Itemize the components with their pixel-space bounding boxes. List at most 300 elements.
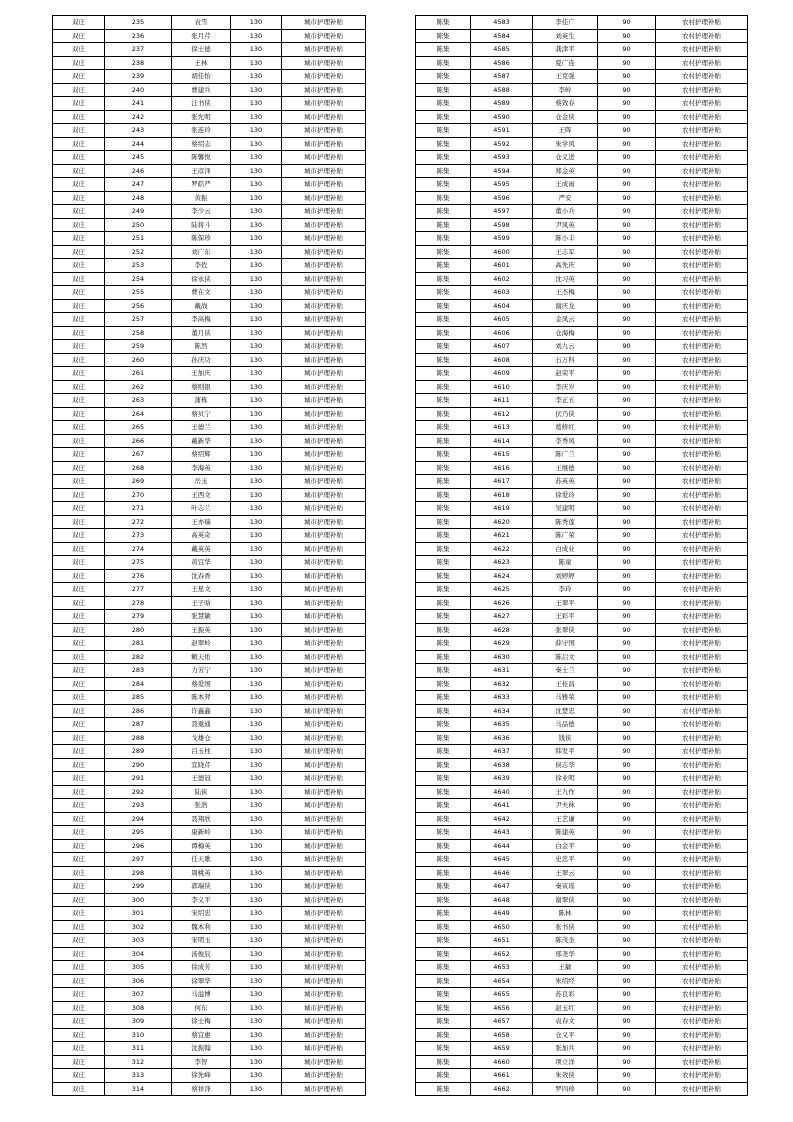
amount-cell: 130	[231, 394, 282, 408]
amount-cell: 130	[231, 97, 282, 111]
town-cell: 双庄	[53, 758, 105, 772]
type-cell: 农村护理补贴	[656, 475, 748, 489]
amount-cell: 90	[598, 502, 656, 516]
amount-cell: 90	[598, 1042, 656, 1056]
town-cell: 陈集	[416, 97, 471, 111]
town-cell: 双庄	[53, 245, 105, 259]
type-cell: 农村护理补贴	[656, 97, 748, 111]
type-cell: 城市护理补贴	[282, 745, 366, 759]
town-cell: 双庄	[53, 380, 105, 394]
type-cell: 农村护理补贴	[656, 718, 748, 732]
table-row	[53, 191, 366, 205]
table-row	[53, 218, 366, 232]
type-cell: 农村护理补贴	[656, 745, 748, 759]
town-cell: 陈集	[416, 1015, 471, 1029]
name-cell: 李岭	[533, 83, 598, 97]
amount-cell: 90	[598, 799, 656, 813]
name-cell: 李少云	[172, 205, 231, 219]
type-cell: 农村护理补贴	[656, 961, 748, 975]
serial-cell: 4661	[471, 1069, 533, 1083]
town-cell: 陈集	[416, 569, 471, 583]
type-cell: 城市护理补贴	[282, 731, 366, 745]
table-row	[416, 772, 748, 786]
type-cell: 城市护理补贴	[282, 853, 366, 867]
type-cell: 农村护理补贴	[656, 218, 748, 232]
amount-cell: 90	[598, 826, 656, 840]
name-cell: 陆侠	[172, 785, 231, 799]
serial-cell: 255	[105, 286, 172, 300]
type-cell: 城市护理补贴	[282, 1042, 366, 1056]
town-cell: 双庄	[53, 421, 105, 435]
amount-cell: 90	[598, 650, 656, 664]
serial-cell: 246	[105, 164, 172, 178]
town-cell: 双庄	[53, 988, 105, 1002]
name-cell: 魏本利	[172, 920, 231, 934]
table-row	[416, 70, 748, 84]
amount-cell: 130	[231, 191, 282, 205]
name-cell: 黄宜华	[172, 556, 231, 570]
name-cell: 陈茂奎	[533, 934, 598, 948]
type-cell: 农村护理补贴	[656, 124, 748, 138]
serial-cell: 4627	[471, 610, 533, 624]
serial-cell: 4628	[471, 623, 533, 637]
type-cell: 城市护理补贴	[282, 1069, 366, 1083]
name-cell: 李正五	[533, 394, 598, 408]
name-cell: 王九作	[533, 785, 598, 799]
table-row	[53, 110, 366, 124]
amount-cell: 90	[598, 313, 656, 327]
town-cell: 陈集	[416, 1082, 471, 1096]
name-cell: 张慧敏	[172, 610, 231, 624]
town-cell: 陈集	[416, 326, 471, 340]
type-cell: 农村护理补贴	[656, 853, 748, 867]
town-cell: 双庄	[53, 839, 105, 853]
town-cell: 双庄	[53, 637, 105, 651]
name-cell: 许鑫鑫	[172, 704, 231, 718]
amount-cell: 130	[231, 542, 282, 556]
type-cell: 农村护理补贴	[656, 839, 748, 853]
town-cell: 双庄	[53, 1015, 105, 1029]
serial-cell: 4593	[471, 151, 533, 165]
serial-cell: 4603	[471, 286, 533, 300]
name-cell: 戴英英	[172, 542, 231, 556]
table-row	[416, 56, 748, 70]
name-cell: 刘广东	[172, 245, 231, 259]
serial-cell: 271	[105, 502, 172, 516]
type-cell: 农村护理补贴	[656, 893, 748, 907]
serial-cell: 4605	[471, 313, 533, 327]
type-cell: 城市护理补贴	[282, 448, 366, 462]
town-cell: 双庄	[53, 232, 105, 246]
amount-cell: 90	[598, 16, 656, 30]
name-cell: 尹凤英	[533, 218, 598, 232]
town-cell: 陈集	[416, 839, 471, 853]
table-row	[416, 245, 748, 259]
table-row	[416, 475, 748, 489]
type-cell: 农村护理补贴	[656, 880, 748, 894]
town-cell: 双庄	[53, 947, 105, 961]
table-row	[53, 1028, 366, 1042]
type-cell: 城市护理补贴	[282, 704, 366, 718]
table-row	[53, 164, 366, 178]
amount-cell: 130	[231, 286, 282, 300]
town-cell: 陈集	[416, 934, 471, 948]
serial-cell: 308	[105, 1001, 172, 1015]
name-cell: 尹夫林	[533, 799, 598, 813]
name-cell: 陈启文	[533, 650, 598, 664]
table-row	[53, 245, 366, 259]
type-cell: 农村护理补贴	[656, 1015, 748, 1029]
amount-cell: 130	[231, 1028, 282, 1042]
town-cell: 双庄	[53, 664, 105, 678]
serial-cell: 276	[105, 569, 172, 583]
name-cell: 陆将斗	[172, 218, 231, 232]
town-cell: 陈集	[416, 583, 471, 597]
town-cell: 双庄	[53, 934, 105, 948]
serial-cell: 4609	[471, 367, 533, 381]
name-cell: 王德冠	[172, 772, 231, 786]
amount-cell: 130	[231, 947, 282, 961]
table-row	[53, 637, 366, 651]
amount-cell: 130	[231, 461, 282, 475]
serial-cell: 4622	[471, 542, 533, 556]
table-row	[53, 785, 366, 799]
amount-cell: 90	[598, 124, 656, 138]
table-row	[416, 164, 748, 178]
amount-cell: 90	[598, 974, 656, 988]
type-cell: 城市护理补贴	[282, 988, 366, 1002]
serial-cell: 282	[105, 650, 172, 664]
amount-cell: 130	[231, 704, 282, 718]
amount-cell: 130	[231, 664, 282, 678]
type-cell: 农村护理补贴	[656, 151, 748, 165]
name-cell: 伏乃侠	[533, 407, 598, 421]
serial-cell: 290	[105, 758, 172, 772]
serial-cell: 257	[105, 313, 172, 327]
table-row	[53, 178, 366, 192]
name-cell: 张连玲	[172, 124, 231, 138]
name-cell: 白成业	[533, 542, 598, 556]
town-cell: 双庄	[53, 596, 105, 610]
amount-cell: 130	[231, 637, 282, 651]
name-cell: 朱学风	[533, 137, 598, 151]
name-cell: 吕玉柱	[172, 745, 231, 759]
table-row	[416, 1001, 748, 1015]
type-cell: 城市护理补贴	[282, 259, 366, 273]
table-row	[416, 313, 748, 327]
type-cell: 农村护理补贴	[656, 988, 748, 1002]
name-cell: 曹在文	[172, 286, 231, 300]
table-row	[416, 704, 748, 718]
table-row	[416, 947, 748, 961]
name-cell: 高英奇	[172, 529, 231, 543]
table-row	[416, 650, 748, 664]
type-cell: 农村护理补贴	[656, 272, 748, 286]
name-cell: 徐翠华	[172, 974, 231, 988]
serial-cell: 264	[105, 407, 172, 421]
name-cell: 马溢博	[172, 988, 231, 1002]
town-cell: 双庄	[53, 623, 105, 637]
amount-cell: 130	[231, 839, 282, 853]
name-cell: 王翠云	[533, 866, 598, 880]
table-row	[53, 988, 366, 1002]
type-cell: 城市护理补贴	[282, 137, 366, 151]
town-cell: 双庄	[53, 191, 105, 205]
table-row	[53, 488, 366, 502]
amount-cell: 90	[598, 907, 656, 921]
serial-cell: 4614	[471, 434, 533, 448]
town-cell: 陈集	[416, 259, 471, 273]
name-cell: 李义平	[172, 893, 231, 907]
amount-cell: 90	[598, 407, 656, 421]
town-cell: 双庄	[53, 704, 105, 718]
town-cell: 双庄	[53, 475, 105, 489]
name-cell: 戴新华	[172, 434, 231, 448]
serial-cell: 269	[105, 475, 172, 489]
serial-cell: 252	[105, 245, 172, 259]
amount-cell: 130	[231, 799, 282, 813]
table-row	[53, 272, 366, 286]
amount-cell: 130	[231, 380, 282, 394]
table-row	[416, 691, 748, 705]
table-row	[53, 920, 366, 934]
town-cell: 陈集	[416, 799, 471, 813]
town-cell: 陈集	[416, 826, 471, 840]
town-cell: 陈集	[416, 178, 471, 192]
amount-cell: 90	[598, 556, 656, 570]
town-cell: 陈集	[416, 947, 471, 961]
serial-cell: 285	[105, 691, 172, 705]
amount-cell: 130	[231, 920, 282, 934]
type-cell: 农村护理补贴	[656, 799, 748, 813]
serial-cell: 4626	[471, 596, 533, 610]
right-subsidy-table	[415, 15, 748, 1096]
name-cell: 刘婷婷	[533, 569, 598, 583]
table-row	[416, 124, 748, 138]
town-cell: 陈集	[416, 110, 471, 124]
table-row	[416, 664, 748, 678]
name-cell: 陈建英	[533, 826, 598, 840]
town-cell: 双庄	[53, 1001, 105, 1015]
table-row	[53, 299, 366, 313]
town-cell: 陈集	[416, 421, 471, 435]
name-cell: 陈然	[172, 340, 231, 354]
table-row	[416, 502, 748, 516]
name-cell: 宋绍忠	[172, 907, 231, 921]
type-cell: 农村护理补贴	[656, 461, 748, 475]
name-cell: 王翠平	[533, 596, 598, 610]
serial-cell: 281	[105, 637, 172, 651]
serial-cell: 256	[105, 299, 172, 313]
town-cell: 陈集	[416, 245, 471, 259]
table-row	[53, 569, 366, 583]
serial-cell: 4644	[471, 839, 533, 853]
amount-cell: 90	[598, 988, 656, 1002]
serial-cell: 270	[105, 488, 172, 502]
serial-cell: 235	[105, 16, 172, 30]
town-cell: 陈集	[416, 434, 471, 448]
town-cell: 陈集	[416, 1055, 471, 1069]
table-row	[53, 745, 366, 759]
table-row	[53, 893, 366, 907]
serial-cell: 254	[105, 272, 172, 286]
table-row	[53, 434, 366, 448]
serial-cell: 307	[105, 988, 172, 1002]
name-cell: 蔡绍辉	[172, 448, 231, 462]
name-cell: 孙庆功	[172, 353, 231, 367]
name-cell: 戈雄仓	[172, 731, 231, 745]
amount-cell: 90	[598, 569, 656, 583]
type-cell: 农村护理补贴	[656, 43, 748, 57]
table-row	[53, 934, 366, 948]
serial-cell: 284	[105, 677, 172, 691]
serial-cell: 4639	[471, 772, 533, 786]
name-cell: 康新岭	[172, 826, 231, 840]
type-cell: 城市护理补贴	[282, 151, 366, 165]
serial-cell: 4638	[471, 758, 533, 772]
serial-cell: 292	[105, 785, 172, 799]
serial-cell: 311	[105, 1042, 172, 1056]
town-cell: 陈集	[416, 394, 471, 408]
serial-cell: 4604	[471, 299, 533, 313]
town-cell: 双庄	[53, 29, 105, 43]
amount-cell: 130	[231, 1001, 282, 1015]
type-cell: 城市护理补贴	[282, 1001, 366, 1015]
name-cell: 蔡爱国	[172, 677, 231, 691]
name-cell: 张允明	[172, 110, 231, 124]
serial-cell: 247	[105, 178, 172, 192]
table-row	[53, 70, 366, 84]
serial-cell: 4625	[471, 583, 533, 597]
town-cell: 双庄	[53, 299, 105, 313]
town-cell: 双庄	[53, 259, 105, 273]
serial-cell: 265	[105, 421, 172, 435]
town-cell: 双庄	[53, 205, 105, 219]
name-cell: 陈童	[533, 556, 598, 570]
amount-cell: 90	[598, 434, 656, 448]
type-cell: 农村护理补贴	[656, 70, 748, 84]
amount-cell: 130	[231, 407, 282, 421]
table-row	[416, 16, 748, 30]
amount-cell: 90	[598, 731, 656, 745]
town-cell: 陈集	[416, 1028, 471, 1042]
table-row	[416, 569, 748, 583]
town-cell: 陈集	[416, 745, 471, 759]
type-cell: 城市护理补贴	[282, 542, 366, 556]
serial-cell: 258	[105, 326, 172, 340]
town-cell: 双庄	[53, 880, 105, 894]
type-cell: 城市护理补贴	[282, 1082, 366, 1096]
serial-cell: 260	[105, 353, 172, 367]
type-cell: 农村护理补贴	[656, 731, 748, 745]
table-row	[416, 1028, 748, 1042]
name-cell: 郑金英	[533, 164, 598, 178]
town-cell: 陈集	[416, 542, 471, 556]
name-cell: 罗皓严	[172, 178, 231, 192]
name-cell: 曹建兵	[172, 83, 231, 97]
type-cell: 城市护理补贴	[282, 650, 366, 664]
town-cell: 双庄	[53, 745, 105, 759]
table-row	[53, 1015, 366, 1029]
town-cell: 陈集	[416, 272, 471, 286]
amount-cell: 90	[598, 542, 656, 556]
name-cell: 李玲	[533, 583, 598, 597]
serial-cell: 294	[105, 812, 172, 826]
table-row	[416, 29, 748, 43]
serial-cell: 4659	[471, 1042, 533, 1056]
name-cell: 王克强	[533, 70, 598, 84]
table-row	[53, 83, 366, 97]
amount-cell: 130	[231, 880, 282, 894]
type-cell: 城市护理补贴	[282, 340, 366, 354]
serial-cell: 4592	[471, 137, 533, 151]
town-cell: 双庄	[53, 772, 105, 786]
town-cell: 双庄	[53, 866, 105, 880]
type-cell: 城市护理补贴	[282, 245, 366, 259]
amount-cell: 90	[598, 29, 656, 43]
serial-cell: 4650	[471, 920, 533, 934]
table-row	[416, 488, 748, 502]
type-cell: 城市护理补贴	[282, 434, 366, 448]
town-cell: 双庄	[53, 812, 105, 826]
table-row	[53, 1001, 366, 1015]
table-row	[416, 893, 748, 907]
table-row	[416, 826, 748, 840]
type-cell: 城市护理补贴	[282, 421, 366, 435]
type-cell: 城市护理补贴	[282, 110, 366, 124]
serial-cell: 298	[105, 866, 172, 880]
town-cell: 双庄	[53, 799, 105, 813]
serial-cell: 4631	[471, 664, 533, 678]
name-cell: 张翠侠	[533, 623, 598, 637]
name-cell: 王志军	[533, 245, 598, 259]
table-row	[416, 1069, 748, 1083]
amount-cell: 90	[598, 934, 656, 948]
table-row	[416, 434, 748, 448]
serial-cell: 4621	[471, 529, 533, 543]
serial-cell: 4613	[471, 421, 533, 435]
amount-cell: 90	[598, 259, 656, 273]
name-cell: 仓义进	[533, 151, 598, 165]
serial-cell: 4616	[471, 461, 533, 475]
amount-cell: 130	[231, 812, 282, 826]
table-row	[416, 583, 748, 597]
table-row	[416, 394, 748, 408]
name-cell: 汤俊辰	[172, 947, 231, 961]
amount-cell: 130	[231, 245, 282, 259]
amount-cell: 130	[231, 650, 282, 664]
serial-cell: 4658	[471, 1028, 533, 1042]
town-cell: 双庄	[53, 691, 105, 705]
town-cell: 陈集	[416, 988, 471, 1002]
name-cell: 邢尧华	[533, 947, 598, 961]
town-cell: 双庄	[53, 178, 105, 192]
amount-cell: 90	[598, 1069, 656, 1083]
table-row	[53, 718, 366, 732]
table-row	[53, 380, 366, 394]
town-cell: 双庄	[53, 461, 105, 475]
amount-cell: 130	[231, 29, 282, 43]
table-row	[416, 326, 748, 340]
town-cell: 陈集	[416, 502, 471, 516]
type-cell: 农村护理补贴	[656, 758, 748, 772]
amount-cell: 90	[598, 178, 656, 192]
serial-cell: 4585	[471, 43, 533, 57]
type-cell: 城市护理补贴	[282, 353, 366, 367]
town-cell: 双庄	[53, 1042, 105, 1056]
type-cell: 农村护理补贴	[656, 1069, 748, 1083]
amount-cell: 90	[598, 137, 656, 151]
